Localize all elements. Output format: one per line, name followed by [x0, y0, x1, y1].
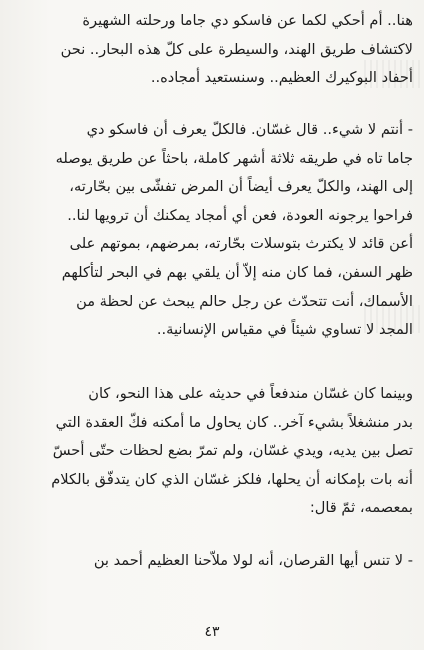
- text-line: - لا تنس أيها القرصان، أنه لولا ملاّحنا العظيم أحمد بن: [93, 552, 413, 569]
- text-line: بدر منشغلاً بشيء آخر.. كان يحاول ما أمكنه فكّ العقدة التي: [55, 413, 413, 431]
- text-line: وبينما كان غسّان مندفعاً في حديثه على هذا النحو، كان: [88, 385, 413, 402]
- text-line: تصل بين يديه، ويدي غسّان، ولم تمرّ بضع لحظات حتّى أحسّ: [52, 442, 413, 460]
- text-line: جاما تاه في طريقه ثلاثة أشهر كاملة، باحثاً عن طريق يوصله: [55, 149, 413, 167]
- text-line: الأسماك، أنت تتحدّث عن رجل حالم يبحث عن لحظة من: [76, 292, 413, 310]
- text-line: فراحوا يرجونه العودة، فعن أي أمجاد يمكنك أن ترويها لنا..: [67, 206, 413, 224]
- page-number: ٤٣: [204, 624, 220, 640]
- text-line: أعن قائد لا يكترث بتوسلات بحّارته، بمرضهم، بموتهم على: [69, 235, 413, 253]
- text-line: أحفاد البوكيرك العظيم.. وسنستعيد أمجاده..: [150, 69, 413, 87]
- paragraph-3: [10, 380, 413, 523]
- text-line: هنا.. أم أحكي لكما عن فاسكو دي جاما ورحلته الشهيرة: [82, 12, 413, 29]
- paragraph-1: [10, 7, 413, 93]
- text-line: بمعصمه، ثمّ قال:: [309, 499, 413, 517]
- text-line: إلى الهند، والكلّ يعرف أيضاً أن المرض تفشّى بين بحّارته،: [69, 178, 413, 196]
- text-line: أنه بات بإمكانه أن يحلها، فلكز غسّان الذي كان يتدفّق بالكلام: [51, 470, 413, 488]
- text-line: ظهر السفن، فما كان منه إلاّ أن يلقي بهم في البحر لتأكلهم: [61, 263, 413, 281]
- text-line: لاكتشاف طريق الهند، والسيطرة على كلّ هذه البحار.. نحن: [60, 40, 413, 58]
- paragraph-2: [10, 116, 413, 345]
- text-line: - أنتم لا شيء.. قال غسّان. فالكلّ يعرف أن فاسكو دي: [86, 121, 413, 138]
- text-line: المجد لا تساوي شيئاً في مقياس الإنسانية..: [156, 321, 413, 339]
- paragraph-4: [10, 547, 413, 576]
